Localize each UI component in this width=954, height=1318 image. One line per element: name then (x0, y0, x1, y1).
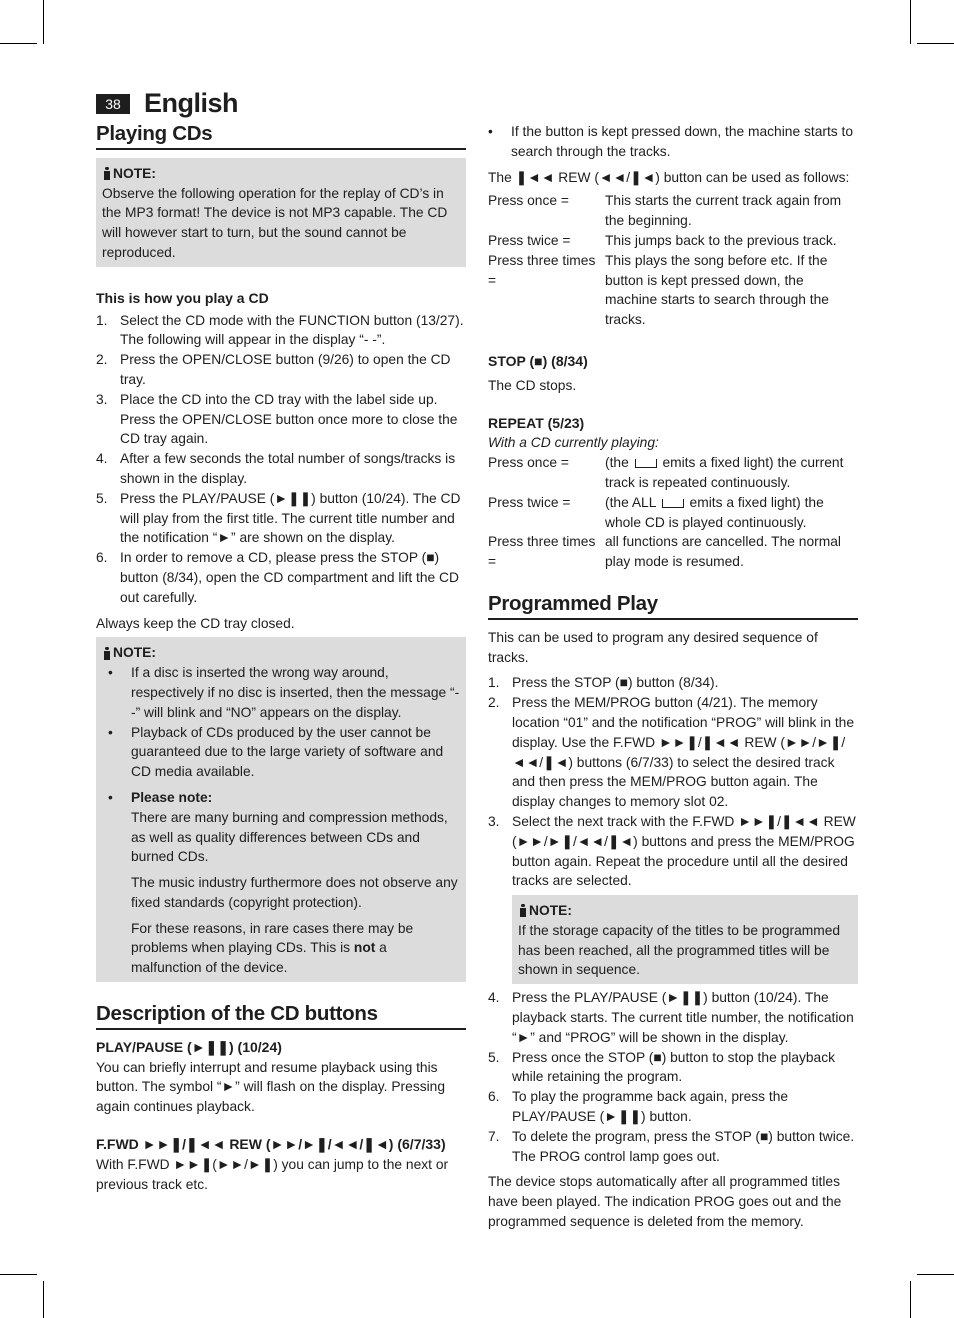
list-item: • Please note: There are many burning and compression methods, as well as quality differences between CDs and burned CDs. The music industry furthermore does not observe any fixed standards (copyright protection). For these reasons, in rare cases there may be problems when playing CDs. This is not a malfunction of the device. (108, 789, 458, 976)
list-item: 2. Press the MEM/PROG button (4/21). The memory location “01” and the notification “PROG” will blink in the display. Use the F.FWD ►►❚/❚◄◄ REW (►►/►❚/◄◄/❚◄) buttons (6/7/33) to select the desired track and then press the MEM/PROG button again. The display changes to memory slot 02. (488, 695, 855, 810)
list-item: • Playback of CDs produced by the user cannot be guaranteed due to the large variety of software and CD media available. (108, 724, 444, 780)
definition-row: Press three times = all functions are cancelled. The normal play mode is resumed. (488, 534, 841, 570)
crop-mark (917, 43, 954, 44)
repeat-icon (662, 499, 684, 508)
crop-mark (917, 1274, 954, 1275)
language-title: English (144, 88, 239, 119)
list-item: 6. To play the programme back again, press the PLAY/PAUSE (►❚❚) button. (488, 1089, 789, 1125)
list-item: 7. To delete the program, press the STOP (■) button twice. The PROG control lamp goes out. (488, 1128, 855, 1164)
heading-programmed-play: Programmed Play (488, 594, 858, 620)
list-item: 4. After a few seconds the total number of songs/tracks is shown in the display. (96, 451, 456, 486)
list-item: 4. Press the PLAY/PAUSE (►❚❚) button (10/24). The playback starts. The current title number, the notification “►” and “PROG” will be shown in the display. (488, 990, 854, 1045)
list-item: 1. Select the CD mode with the FUNCTION button (13/27). The following will appear in the display “- -”. (96, 312, 464, 348)
list-item: 2. Press the OPEN/CLOSE button (9/26) to open the CD tray. (96, 352, 451, 387)
note-box (512, 895, 858, 984)
definition-row: Press twice = (the ALL emits a fixed light) the whole CD is played continuously. (488, 494, 824, 530)
ffwd-rew-heading: F.FWD ►►❚/❚◄◄ REW (►►/►❚/◄◄/❚◄) (6/7/33) (96, 1136, 446, 1153)
list-item: 1. Press the STOP (■) button (8/34). (488, 675, 719, 691)
list-item: 3. Select the next track with the F.FWD ►►❚/❚◄◄ REW (►►/►❚/◄◄/❚◄) buttons and press the MEM/PROG button again. Repeat the procedure until all the desired tracks are selected. (488, 813, 856, 889)
prog-steps (488, 988, 858, 1166)
play-pause-text: You can briefly interrupt and resume playback using this button. The symbol “►” will flash on the display. Pressing again continues playback. (96, 1059, 446, 1115)
page-header (96, 86, 466, 122)
definition-row: Press twice = This jumps back to the previous track. (488, 232, 837, 248)
repeat-heading: REPEAT (5/23) (488, 414, 585, 431)
right-column (488, 122, 858, 1232)
note-label: NOTE: (113, 645, 156, 661)
howto-heading: This is how you play a CD (96, 289, 269, 306)
list-item: 5. Press once the STOP (■) button to stop the playback while retaining the program. (488, 1049, 836, 1085)
info-icon (518, 904, 527, 917)
play-pause-heading: PLAY/PAUSE (►❚❚) (10/24) (96, 1038, 282, 1055)
note-box (96, 158, 466, 267)
note-text: Observe the following operation for the replay of CD’s in the MP3 format! The device is not MP3 capable. The CD will however start to turn, but the sound cannot be reproduced. (102, 185, 448, 260)
note-label: NOTE: (529, 903, 572, 919)
definition-row: Press once = This starts the current track again from the beginning. (488, 193, 842, 229)
list-item: • If a disc is inserted the wrong way around, respectively if no disc is inserted, then the message “- -” will blink and “NO” appears on the display. (108, 665, 460, 720)
stop-text: The CD stops. (488, 377, 577, 393)
list-item: 3. Place the CD into the CD tray with the label side up. Press the OPEN/CLOSE button once more to close the CD tray again. (96, 391, 458, 447)
prog-steps (488, 673, 858, 891)
repeat-subheading: With a CD currently playing: (488, 435, 659, 451)
note-box (96, 637, 466, 982)
stop-heading: STOP (■) (8/34) (488, 352, 588, 369)
list-item: • If the button is kept pressed down, the machine starts to search through the tracks. (488, 124, 854, 159)
heading-playing-cds: Playing CDs (96, 124, 466, 150)
list-item: 6. In order to remove a CD, please press the STOP (■) button (8/34), open the CD compartment and lift the CD out carefully. (96, 550, 459, 605)
repeat-icon (635, 459, 657, 468)
note-text: If the storage capacity of the titles to be programmed has been reached, all the programmed titles will be shown in sequence. (518, 922, 841, 978)
crop-mark (43, 1281, 44, 1318)
definition-row: Press once = (the emits a fixed light) the current track is repeated continuously. (488, 455, 844, 490)
crop-mark (0, 1274, 37, 1275)
definition-row: Press three times = This plays the song before etc. If the button is kept pressed down, the machine starts to search through the tracks. (488, 252, 829, 328)
crop-mark (0, 43, 37, 44)
left-column (96, 86, 466, 1194)
closing-text: The device stops automatically after all programmed titles have been played. The indication PROG goes out and the programmed sequence is deleted from the memory. (488, 1174, 842, 1230)
page-number: 38 (96, 94, 130, 114)
crop-mark (910, 0, 911, 44)
prog-intro: This can be used to program any desired sequence of tracks. (488, 629, 818, 665)
list-item: 5. Press the PLAY/PAUSE (►❚❚) button (10/24). The CD will play from the first title. The current title number and the notification “►” are shown on the display. (96, 490, 461, 546)
always-closed-text: Always keep the CD tray closed. (96, 615, 295, 631)
please-note-label: Please note: (131, 789, 213, 805)
note-label: NOTE: (113, 165, 156, 181)
howto-steps (96, 311, 466, 608)
ffwd-rew-text: With F.FWD ►►❚(►►/►❚) you can jump to the next or previous track etc. (96, 1156, 449, 1192)
rew-intro: The ❚◄◄ REW (◄◄/❚◄) button can be used as follows: (488, 169, 850, 185)
info-icon (102, 167, 111, 180)
heading-description: Description of the CD buttons (96, 1004, 466, 1030)
crop-mark (43, 0, 44, 44)
crop-mark (910, 1281, 911, 1318)
info-icon (102, 647, 111, 660)
